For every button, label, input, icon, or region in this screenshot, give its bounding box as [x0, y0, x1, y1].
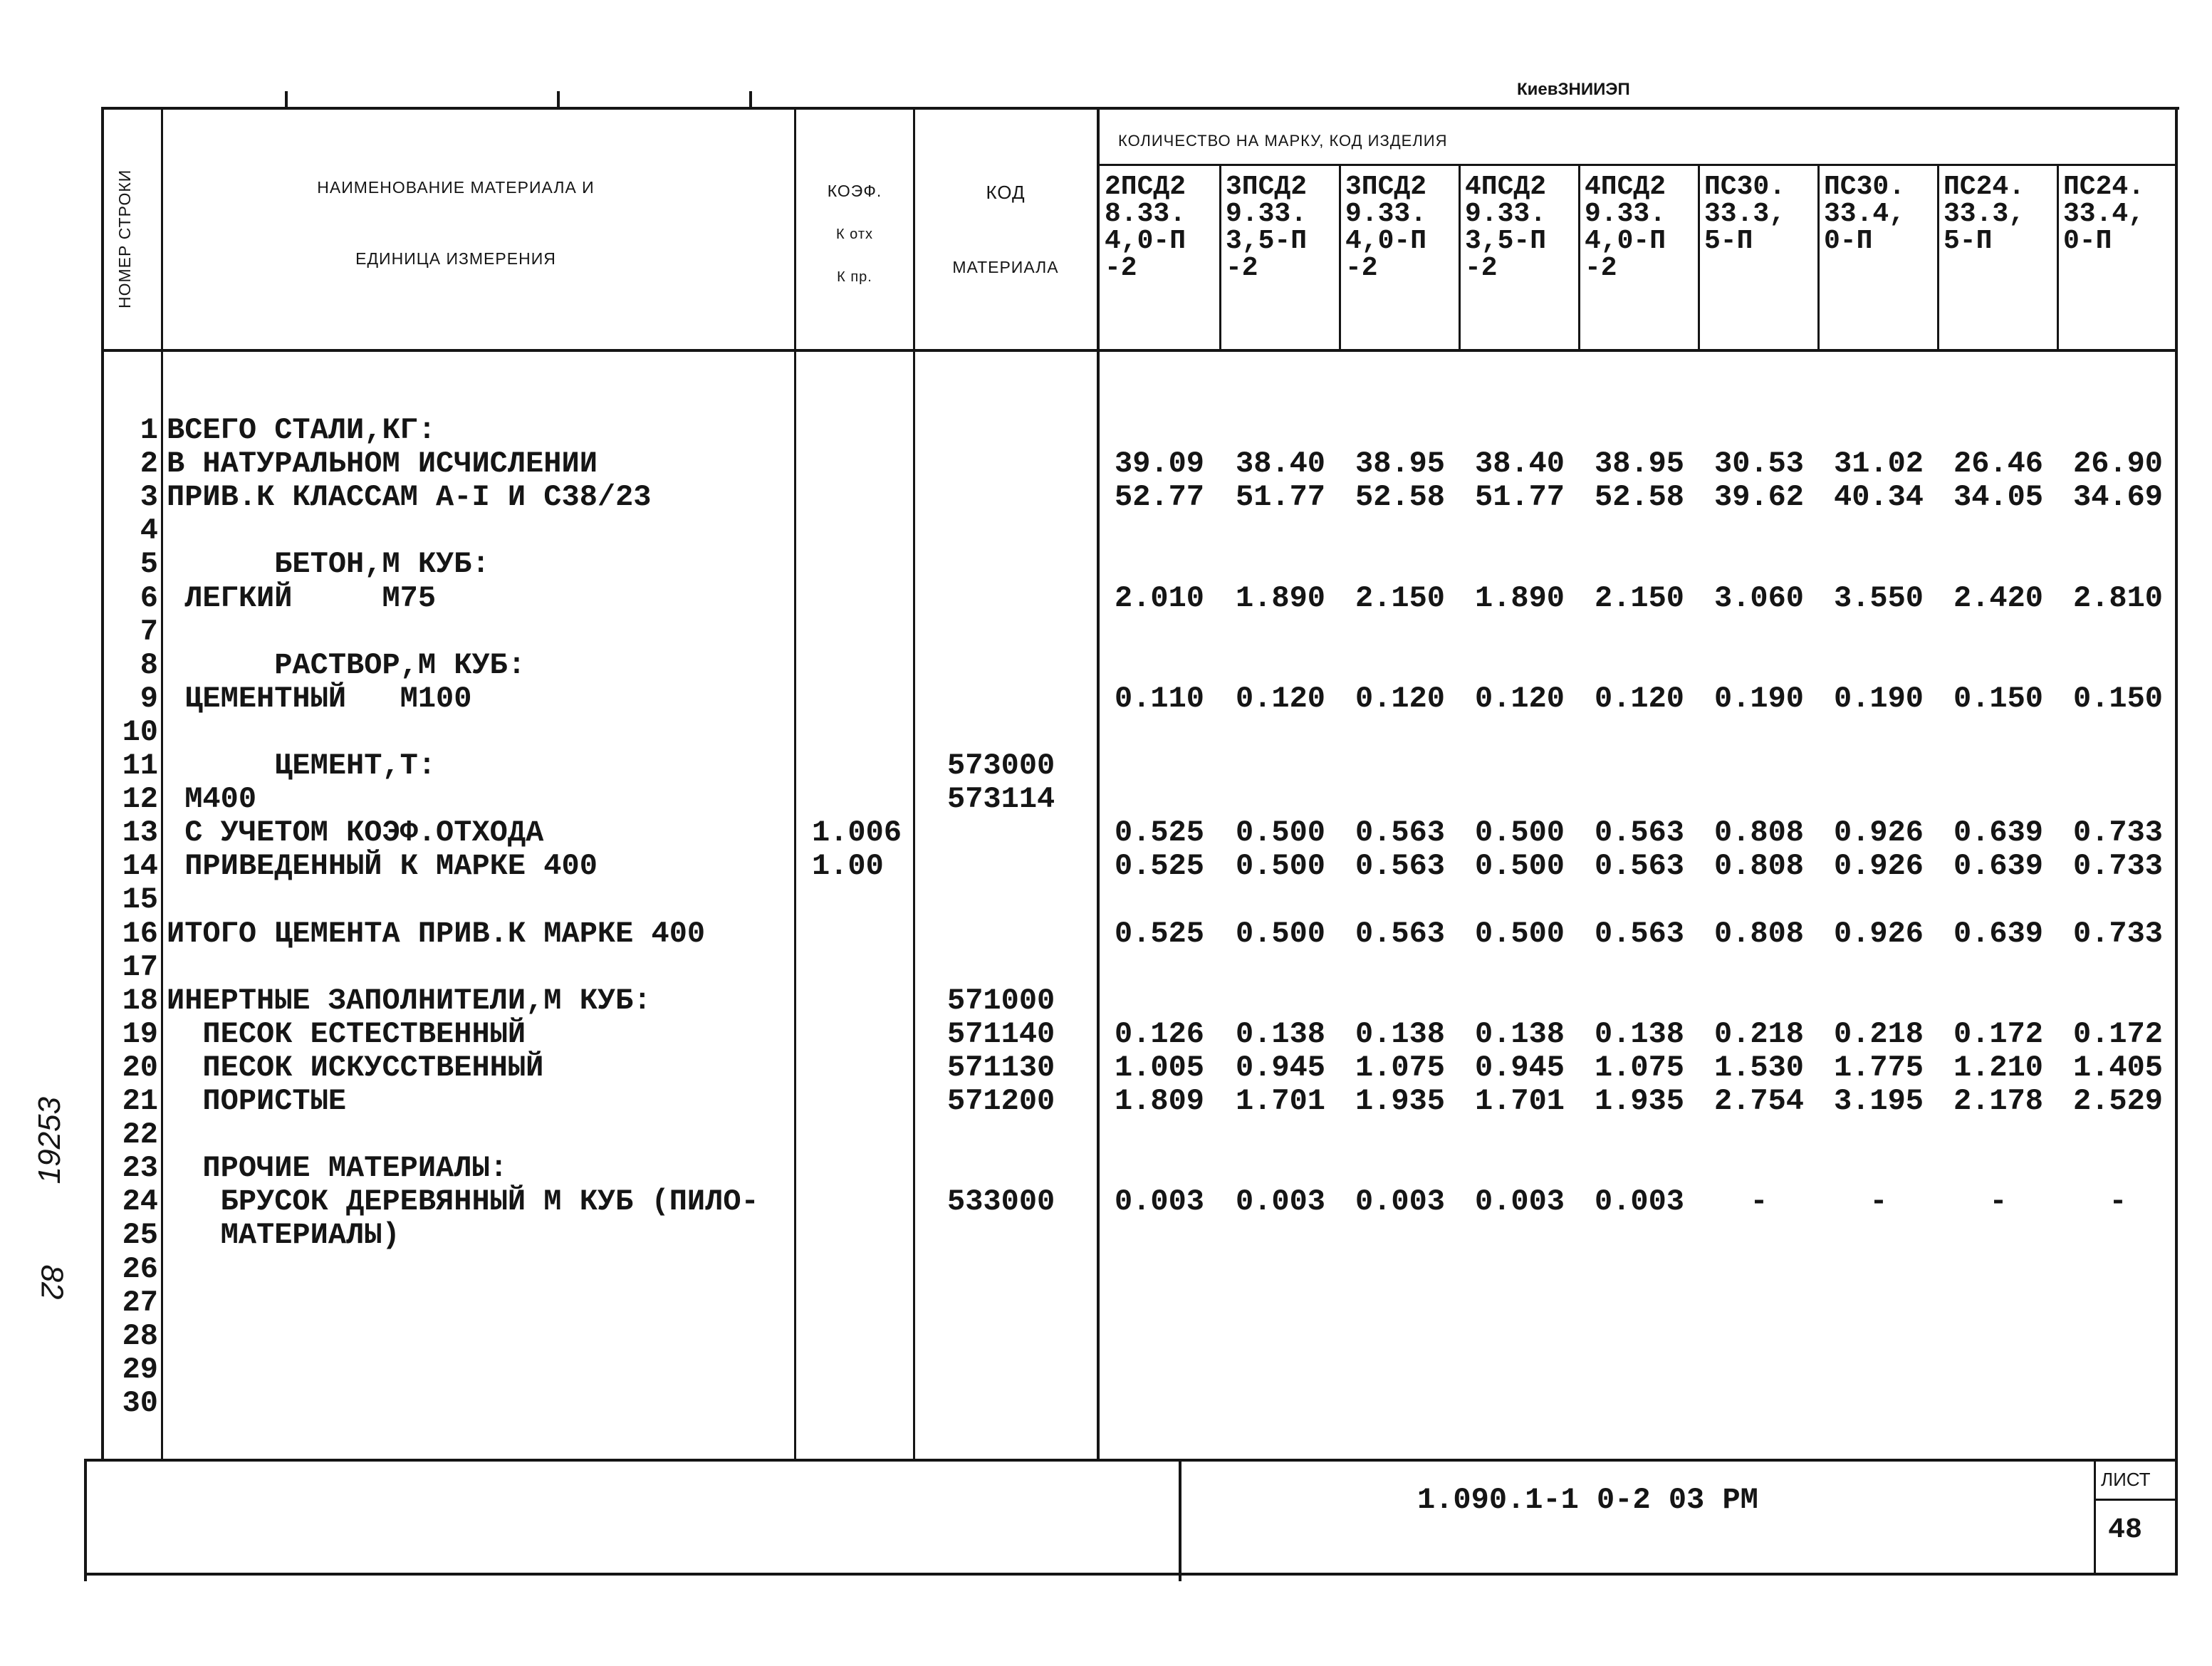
row-value: 0.500: [1474, 916, 1565, 951]
row-material-code: 571000: [947, 983, 1055, 1018]
row-number: 22: [122, 1118, 158, 1152]
row-value: 0.563: [1355, 849, 1446, 884]
brand-header-line: ПС30.: [1824, 172, 1906, 202]
brand-header-line: -2: [1105, 253, 1137, 283]
row-number: 9: [140, 681, 158, 716]
row-number: 13: [122, 816, 158, 850]
row-value: 2.529: [2072, 1084, 2164, 1118]
row-value: 1.935: [1355, 1084, 1446, 1118]
row-value: 1.075: [1355, 1050, 1446, 1085]
row-value: 0.138: [1594, 1016, 1685, 1051]
row-material-name: ПОРИСТЫЕ: [167, 1084, 347, 1118]
row-material-name: В НАТУРАЛЬНОМ ИСЧИСЛЕНИИ: [167, 447, 598, 481]
row-value: -: [2109, 1185, 2127, 1219]
brand-header-line: 3ПСД2: [1345, 172, 1427, 202]
row-value: -: [1989, 1185, 2008, 1219]
page-note: 82: [34, 1264, 70, 1300]
brand-header-line: 5-П: [1704, 226, 1753, 256]
doc-code: 1.090.1-1 0-2 03 РМ: [1417, 1483, 1758, 1517]
row-value: 1.210: [1953, 1050, 2044, 1085]
row-value: 3.550: [1833, 581, 1924, 615]
row-material-name: ПРОЧИЕ МАТЕРИАЛЫ:: [167, 1151, 508, 1186]
brand-header-line: 8.33.: [1105, 199, 1186, 229]
row-value: 0.563: [1594, 849, 1685, 884]
row-number: 17: [122, 949, 158, 984]
row-value: 0.190: [1833, 681, 1924, 716]
row-value: 0.150: [2072, 681, 2164, 716]
row-value: 2.150: [1355, 581, 1446, 615]
row-value: 0.003: [1355, 1185, 1446, 1219]
row-value: 0.500: [1235, 916, 1326, 951]
row-value: 0.525: [1114, 849, 1205, 884]
row-number: 2: [140, 447, 158, 481]
row-material-code: 571130: [947, 1050, 1055, 1085]
row-value: 0.500: [1235, 816, 1326, 850]
row-value: -: [1750, 1185, 1768, 1219]
row-value: 0.172: [1953, 1016, 2044, 1051]
row-number: 14: [122, 849, 158, 884]
row-number: 28: [122, 1318, 158, 1353]
row-value: 2.810: [2072, 581, 2164, 615]
brand-header-line: -2: [1226, 253, 1258, 283]
row-value: 52.58: [1594, 480, 1685, 515]
row-value: 34.05: [1953, 480, 2044, 515]
brand-header-line: ПС30.: [1704, 172, 1786, 202]
row-value: 1.809: [1114, 1084, 1205, 1118]
row-material-name: БЕТОН,М КУБ:: [167, 547, 490, 582]
row-value: 0.563: [1355, 816, 1446, 850]
row-value: 0.218: [1713, 1016, 1805, 1051]
row-value: 0.120: [1474, 681, 1565, 716]
row-coef: 1.006: [812, 816, 902, 850]
brand-header-line: -2: [1465, 253, 1498, 283]
row-value: 2.178: [1953, 1084, 2044, 1118]
row-value: 0.003: [1594, 1185, 1685, 1219]
row-material-name: БРУСОК ДЕРЕВЯННЫЙ М КУБ (ПИЛО-: [167, 1185, 759, 1219]
row-number: 16: [122, 916, 158, 951]
row-material-code: 533000: [947, 1185, 1055, 1219]
row-material-name: ВСЕГО СТАЛИ,КГ:: [167, 413, 437, 447]
row-number: 21: [122, 1084, 158, 1118]
row-number: 15: [122, 883, 158, 917]
row-material-name: ЦЕМЕНТ,Т:: [167, 749, 437, 783]
row-value: 38.95: [1355, 447, 1446, 481]
row-value: 0.733: [2072, 849, 2164, 884]
row-value: 0.733: [2072, 916, 2164, 951]
brand-header-line: 3,5-П: [1226, 226, 1308, 256]
row-value: 0.808: [1713, 816, 1805, 850]
row-value: 1.005: [1114, 1050, 1205, 1085]
row-value: 34.69: [2072, 480, 2164, 515]
row-coef: 1.00: [812, 849, 884, 884]
row-number: 6: [140, 581, 158, 615]
row-number: 11: [122, 749, 158, 783]
row-value: 1.890: [1474, 581, 1565, 615]
row-value: 0.926: [1833, 849, 1924, 884]
row-value: 0.003: [1114, 1185, 1205, 1219]
row-value: 52.58: [1355, 480, 1446, 515]
row-material-name: ПРИВ.К КЛАССАМ А-I И С38/23: [167, 480, 652, 515]
brand-header-line: ПС24.: [2063, 172, 2145, 202]
row-value: 26.46: [1953, 447, 2044, 481]
row-value: 2.150: [1594, 581, 1685, 615]
row-value: 1.890: [1235, 581, 1326, 615]
header-row-number: НОМЕР СТРОКИ: [115, 169, 134, 308]
brand-header-line: 33.3,: [1944, 199, 2025, 229]
brand-header-line: ПС24.: [1944, 172, 2025, 202]
row-value: 0.733: [2072, 816, 2164, 850]
row-value: 0.563: [1355, 916, 1446, 951]
row-number: 30: [122, 1385, 158, 1420]
row-material-name: РАСТВОР,М КУБ:: [167, 647, 526, 682]
row-value: 0.525: [1114, 816, 1205, 850]
row-value: 1.775: [1833, 1050, 1924, 1085]
row-value: 0.639: [1953, 849, 2044, 884]
header-material-line1: НАИМЕНОВАНИЕ МАТЕРИАЛА И: [317, 178, 595, 197]
header-material-line2: ЕДИНИЦА ИЗМЕРЕНИЯ: [355, 249, 556, 268]
brand-header-line: 9.33.: [1226, 199, 1308, 229]
row-value: 39.62: [1713, 480, 1805, 515]
row-number: 19: [122, 1016, 158, 1051]
header-coef-line3: К пр.: [837, 269, 872, 285]
row-value: 0.126: [1114, 1016, 1205, 1051]
brand-header-line: 9.33.: [1345, 199, 1427, 229]
row-number: 23: [122, 1151, 158, 1186]
row-value: 0.138: [1474, 1016, 1565, 1051]
brand-header-line: 4ПСД2: [1465, 172, 1547, 202]
row-value: 51.77: [1235, 480, 1326, 515]
row-value: 0.639: [1953, 816, 2044, 850]
row-value: 1.075: [1594, 1050, 1685, 1085]
brand-header-line: 33.4,: [1824, 199, 1906, 229]
row-material-name: С УЧЕТОМ КОЭФ.ОТХОДА: [167, 816, 544, 850]
row-value: 0.120: [1355, 681, 1446, 716]
brand-header-line: 5-П: [1944, 226, 1993, 256]
brand-header-line: 4,0-П: [1105, 226, 1186, 256]
row-material-name: ПРИВЕДЕННЫЙ К МАРКЕ 400: [167, 849, 598, 884]
row-value: 51.77: [1474, 480, 1565, 515]
row-value: 3.195: [1833, 1084, 1924, 1118]
row-number: 29: [122, 1352, 158, 1387]
brand-header-line: 9.33.: [1465, 199, 1547, 229]
row-value: 38.95: [1594, 447, 1685, 481]
row-value: 1.701: [1474, 1084, 1565, 1118]
row-value: 0.003: [1474, 1185, 1565, 1219]
row-value: 1.935: [1594, 1084, 1685, 1118]
row-value: 0.926: [1833, 916, 1924, 951]
sheet-number: 48: [2108, 1514, 2143, 1546]
row-number: 24: [122, 1185, 158, 1219]
row-value: 0.945: [1235, 1050, 1326, 1085]
row-material-name: ЛЕГКИЙ М75: [167, 581, 437, 615]
row-value: 0.926: [1833, 816, 1924, 850]
row-value: 0.150: [1953, 681, 2044, 716]
brand-header-line: -2: [1345, 253, 1378, 283]
row-value: 0.525: [1114, 916, 1205, 951]
brand-header-line: 9.33.: [1585, 199, 1666, 229]
row-value: 26.90: [2072, 447, 2164, 481]
brand-header-line: 4,0-П: [1585, 226, 1666, 256]
row-value: 1.530: [1713, 1050, 1805, 1085]
inventory-number: 19253: [32, 1097, 67, 1185]
row-value: 0.120: [1235, 681, 1326, 716]
row-value: 30.53: [1713, 447, 1805, 481]
row-number: 10: [122, 714, 158, 749]
brand-header-line: 3ПСД2: [1226, 172, 1308, 202]
row-material-name: ПЕСОК ИСКУССТВЕННЫЙ: [167, 1050, 544, 1085]
row-number: 4: [140, 514, 158, 548]
row-material-name: ИНЕРТНЫЕ ЗАПОЛНИТЕЛИ,М КУБ:: [167, 983, 652, 1018]
row-value: 40.34: [1833, 480, 1924, 515]
row-number: 27: [122, 1285, 158, 1320]
brand-header-line: 0-П: [1824, 226, 1873, 256]
row-value: 0.190: [1713, 681, 1805, 716]
header-code-line2: МАТЕРИАЛА: [952, 258, 1059, 276]
row-value: 0.003: [1235, 1185, 1326, 1219]
row-number: 20: [122, 1050, 158, 1085]
brand-header-line: 33.3,: [1704, 199, 1786, 229]
row-value: 1.701: [1235, 1084, 1326, 1118]
row-material-code: 573114: [947, 782, 1055, 817]
brand-header-line: 0-П: [2063, 226, 2112, 256]
row-value: 0.218: [1833, 1016, 1924, 1051]
row-number: 18: [122, 983, 158, 1018]
row-value: 0.563: [1594, 816, 1685, 850]
row-value: 3.060: [1713, 581, 1805, 615]
row-material-name: МАТЕРИАЛЫ): [167, 1218, 400, 1253]
brand-header-line: 2ПСД2: [1105, 172, 1186, 202]
row-material-code: 571200: [947, 1084, 1055, 1118]
brand-header-line: 3,5-П: [1465, 226, 1547, 256]
row-value: 0.808: [1713, 849, 1805, 884]
row-material-name: ПЕСОК ЕСТЕСТВЕННЫЙ: [167, 1016, 526, 1051]
header-coef-line2: К отх: [835, 227, 874, 242]
brand-header-line: 4,0-П: [1345, 226, 1427, 256]
header-quantity: КОЛИЧЕСТВО НА МАРКУ, КОД ИЗДЕЛИЯ: [1118, 132, 1448, 150]
row-value: 39.09: [1114, 447, 1205, 481]
row-material-name: ИТОГО ЦЕМЕНТА ПРИВ.К МАРКЕ 400: [167, 916, 706, 951]
row-material-name: ЦЕМЕНТНЫЙ М100: [167, 681, 472, 716]
row-value: 0.563: [1594, 916, 1685, 951]
header-coef-line1: КОЭФ.: [827, 182, 882, 200]
row-number: 3: [140, 480, 158, 515]
row-material-code: 573000: [947, 749, 1055, 783]
header-code-line1: КОД: [986, 182, 1026, 203]
row-number: 26: [122, 1251, 158, 1286]
row-number: 12: [122, 782, 158, 817]
row-number: 25: [122, 1218, 158, 1253]
row-value: 0.500: [1235, 849, 1326, 884]
sheet-label: ЛИСТ: [2101, 1469, 2151, 1490]
row-value: 0.500: [1474, 849, 1565, 884]
row-value: 0.808: [1713, 916, 1805, 951]
row-value: 0.120: [1594, 681, 1685, 716]
row-value: 1.405: [2072, 1050, 2164, 1085]
row-value: 0.639: [1953, 916, 2044, 951]
stamp-org: КиевЗНИИЭП: [1517, 80, 1630, 99]
brand-header-line: -2: [1585, 253, 1617, 283]
row-value: 52.77: [1114, 480, 1205, 515]
row-value: 38.40: [1235, 447, 1326, 481]
row-number: 5: [140, 547, 158, 582]
row-value: 2.010: [1114, 581, 1205, 615]
row-value: 31.02: [1833, 447, 1924, 481]
row-value: 0.945: [1474, 1050, 1565, 1085]
row-value: 2.754: [1713, 1084, 1805, 1118]
row-value: 0.172: [2072, 1016, 2164, 1051]
row-material-code: 571140: [947, 1016, 1055, 1051]
row-value: -: [1869, 1185, 1888, 1219]
row-value: 2.420: [1953, 581, 2044, 615]
row-number: 1: [140, 413, 158, 447]
row-number: 8: [140, 647, 158, 682]
brand-header-line: 33.4,: [2063, 199, 2145, 229]
row-value: 0.110: [1114, 681, 1205, 716]
row-material-name: М400: [167, 782, 257, 817]
row-number: 7: [140, 614, 158, 649]
row-value: 0.500: [1474, 816, 1565, 850]
row-value: 0.138: [1235, 1016, 1326, 1051]
row-value: 0.138: [1355, 1016, 1446, 1051]
row-value: 38.40: [1474, 447, 1565, 481]
brand-header-line: 4ПСД2: [1585, 172, 1666, 202]
